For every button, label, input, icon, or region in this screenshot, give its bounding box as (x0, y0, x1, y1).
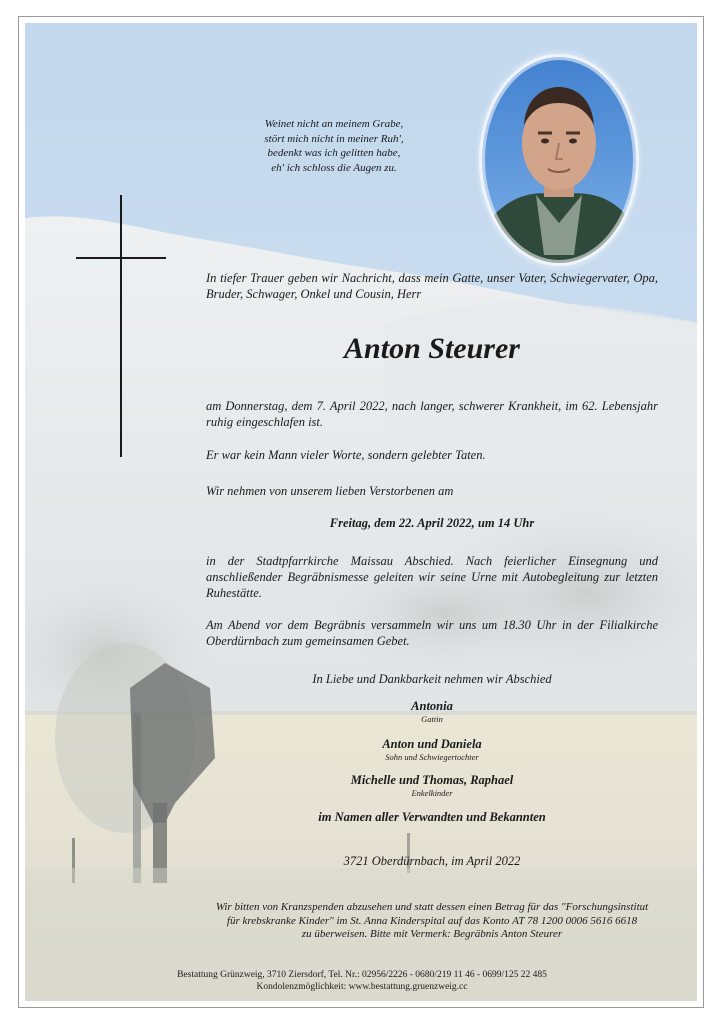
condolence-link[interactable]: Kondolenzmöglichkeit: www.bestattung.gruenzweig.cc (256, 981, 468, 992)
intro-text: In tiefer Trauer geben wir Nachricht, dass mein Gatte, unser Vater, Schwiegervater, Opa, Bruder, Schwager, Onkel und Cousin, Herr (206, 271, 658, 301)
portrait-photo (474, 45, 644, 275)
donation-line: für krebskranke Kinder" im St. Anna Kinderspital auf das Konto AT 78 1200 0006 5616 6618 (226, 914, 638, 927)
donation-request (187, 901, 677, 942)
verse (224, 117, 444, 175)
mourner-relation: Sohn und Schwiegertochter (385, 752, 479, 762)
mourner-name: Anton und Daniela (382, 737, 482, 751)
obituary-content (19, 17, 704, 1008)
funeral-date: Freitag, dem 22. April 2022, um 14 Uhr (329, 516, 535, 530)
portrait-illustration (474, 45, 644, 275)
mourner-block (206, 737, 658, 762)
obituary-card (18, 16, 704, 1008)
mourner-block (206, 773, 658, 798)
cross-vertical-beam (120, 195, 122, 457)
closing-text: In Liebe und Dankbarkeit nehmen wir Abschied (312, 672, 552, 686)
mourner-relation: Gattin (421, 714, 443, 724)
mourner-name: Antonia (411, 699, 453, 713)
deceased-name: Anton Steurer (344, 332, 520, 365)
funeral-text: in der Stadtpfarrkirche Maissau Abschied. Nach feierlicher Einsegnung und anschließender Begräbnismesse geleiten wir seine Urne mit Autobegleitung zur letzten Ruhestätte. (206, 554, 658, 600)
farewell-intro: Wir nehmen von unserem lieben Verstorbenen am (206, 484, 454, 498)
verse-line: bedenkt was ich gelitten habe, (267, 147, 401, 159)
donation-line: Wir bitten von Kranzspenden abzusehen und statt dessen einen Betrag für das "Forschungsinstitut (215, 901, 649, 913)
evening-text: Am Abend vor dem Begräbnis versammeln wir uns um 18.30 Uhr in der Filialkirche Oberdürnbach zum gemeinsamen Gebet. (206, 618, 658, 648)
cross-horizontal-beam (76, 257, 166, 259)
mourner-relation: Enkelkinder (411, 788, 453, 798)
mourner-name: Michelle und Thomas, Raphael (350, 773, 514, 787)
verse-line: stört mich nicht in meiner Ruh', (264, 132, 404, 145)
death-text: am Donnerstag, dem 7. April 2022, nach langer, schwerer Krankheit, im 62. Lebensjahr ruhig eingeschlafen ist. (206, 399, 658, 429)
verse-line: Weinet nicht an meinem Grabe, (264, 118, 404, 130)
mourner-block (206, 699, 658, 724)
funeral-home-info: Bestattung Grünzweig, 3710 Ziersdorf, Tel. Nr.: 02956/2226 - 0680/219 11 46 - 0699/125 22 485 (177, 970, 547, 980)
footer (169, 970, 555, 993)
verse-line: eh' ich schloss die Augen zu. (271, 161, 397, 174)
place-date: 3721 Oberdürnbach, im April 2022 (343, 854, 521, 868)
quote-text: Er war kein Mann vieler Worte, sondern gelebter Taten. (206, 448, 486, 462)
donation-line: zu überweisen. Bitte mit Vermerk: Begräbnis Anton Steurer (301, 928, 563, 940)
relatives-text: im Namen aller Verwandten und Bekannten (318, 810, 546, 824)
